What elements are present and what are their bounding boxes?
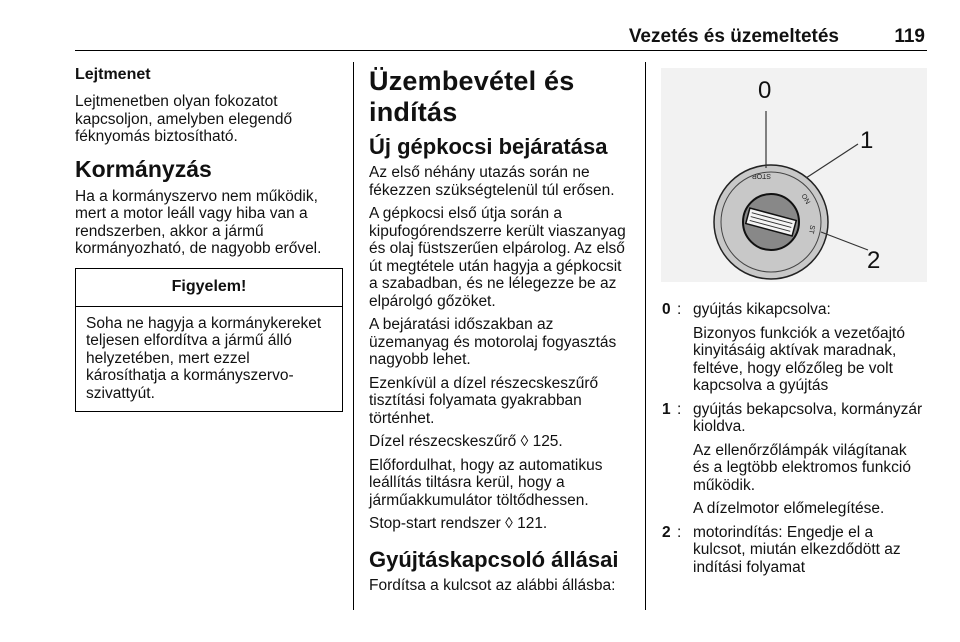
item-colon: : xyxy=(677,301,682,318)
column-divider-left xyxy=(353,62,354,610)
heading-lejtmenet: Lejtmenet xyxy=(75,66,151,83)
dial-on-text: ON xyxy=(799,193,811,206)
cross-reference-dpf: Dízel részecskeszűrő ◊ 125. xyxy=(369,433,563,450)
header-divider xyxy=(75,50,927,51)
header-title: Vezetés és üzemeltetés xyxy=(628,26,839,47)
column-left xyxy=(75,62,343,412)
figure-label-2: 2 xyxy=(867,247,881,274)
warning-text: Soha ne hagyja a kormánykereket teljesen elfordítva a jármű álló helyzetében, mert ezzel károsíthatja a kormányszervo-szivattyút. xyxy=(86,314,322,402)
item-text: Bizonyos funkciók a vezetőajtó kinyitásáig aktívak maradnak, feltéve, hogy előzőleg be volt kapcsolva a gyújtás xyxy=(693,324,905,394)
ignition-switch-figure xyxy=(661,68,927,282)
heading-gyujtaskapcsolo: Gyújtáskapcsoló állásai xyxy=(369,546,619,572)
cross-reference-stop-start: Stop-start rendszer ◊ 121. xyxy=(369,515,548,532)
dial-stop-text: STOP xyxy=(752,172,771,179)
figure-label-1: 1 xyxy=(860,127,874,154)
paragraph-8: Fordítsa a kulcsot az alábbi állásba: xyxy=(369,576,616,594)
dial-start-text: ST xyxy=(807,224,816,235)
item-text: Az ellenőrzőlámpák világítanak és a legtöbb elektromos funkció működik. xyxy=(693,441,911,494)
column-middle xyxy=(369,62,631,600)
heading-uzembevetel: Üzembevétel és indítás xyxy=(369,66,575,127)
list-item xyxy=(661,301,927,395)
item-colon: : xyxy=(677,523,682,541)
item-text: gyújtás bekapcsolva, kormányzár kioldva. xyxy=(693,400,923,435)
heading-bejaratas: Új gépkocsi bejáratása xyxy=(369,134,608,159)
page-header xyxy=(75,24,925,48)
warning-title: Figyelem! xyxy=(76,269,342,307)
figure-label-0: 0 xyxy=(758,77,772,104)
heading-kormanyzas: Kormányzás xyxy=(75,155,212,182)
page-number: 119 xyxy=(894,26,925,47)
paragraph-lejtmenet: Lejtmenetben olyan fokozatot kapcsoljon, amelyben elegendő féknyomás biztosítható. xyxy=(75,93,293,145)
warning-box xyxy=(75,268,343,413)
list-item xyxy=(661,401,927,518)
paragraph-kormanyzas: Ha a kormányszervo nem működik, mert a motor leáll vagy hiba van a rendszerben, akkor a jármű kormányozható, de nagyobb erővel. xyxy=(75,187,322,257)
paragraph-6: Előfordulhat, hogy az automatikus leállítás tiltásra kerül, hogy a járműakkumulátor töltődhessen. xyxy=(369,456,603,509)
column-right xyxy=(661,62,927,582)
item-number: 2 xyxy=(662,523,671,541)
item-text: A dízelmotor előmelegítése. xyxy=(693,500,885,517)
paragraph-4: Ezenkívül a dízel részecskeszűrő tisztítási folyamata gyakrabban történhet. xyxy=(369,374,599,427)
paragraph-2: A gépkocsi első útja során a kipufogórendszerre került viaszanyag és olaj füstszerűen elpárolog. Az első út megtétele után hagyja a gépkocsit a szabadban, és ne lélegezze be az elpárolgó gőzöket. xyxy=(369,205,626,310)
item-number: 1 xyxy=(662,400,671,418)
paragraph-3: A bejáratási időszakban az üzemanyag és motorolaj fogyasztás nagyobb lehet. xyxy=(369,316,617,368)
column-divider-right xyxy=(645,62,646,610)
list-item xyxy=(661,524,927,577)
item-text: gyújtás kikapcsolva: xyxy=(693,301,831,318)
item-number: 0 xyxy=(662,301,671,318)
item-colon: : xyxy=(677,400,682,418)
ignition-positions-list xyxy=(661,301,927,576)
item-text: motorindítás: Engedje el a kulcsot, miután elkezdődött az indítási folyamat xyxy=(693,523,901,576)
paragraph-1: Az első néhány utazás során ne fékezzen szükségtelenül túl erősen. xyxy=(369,164,615,199)
